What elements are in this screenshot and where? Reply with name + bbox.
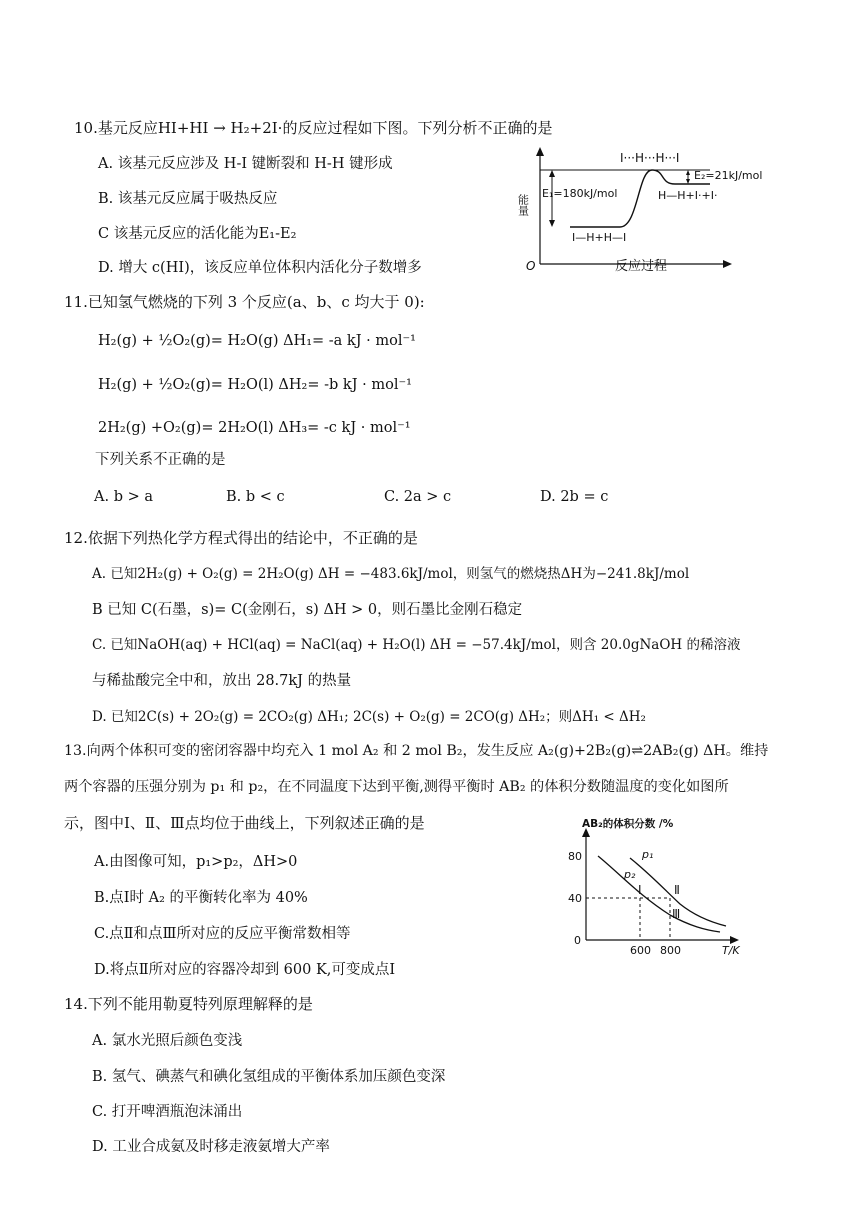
q13-equilibrium-graph: [560, 812, 750, 962]
q10-energy-diagram: [516, 142, 780, 277]
q12-stem: 12.依据下列热化学方程式得出的结论中，不正确的是: [64, 529, 418, 547]
graph-p1-label: p₁: [642, 848, 654, 861]
q13-option-d: D.将点Ⅱ所对应的容器冷却到 600 K,可变成点Ⅰ: [94, 962, 396, 978]
q14-option-d: D. 工业合成氨及时移走液氨增大产率: [92, 1139, 330, 1155]
diagram-y-label: 能量: [516, 194, 530, 216]
graph-y-80: 80: [568, 850, 582, 863]
graph-x-label: T/K: [722, 944, 740, 957]
q14-option-c: C. 打开啤酒瓶泡沫涌出: [92, 1104, 243, 1120]
q12-option-c-line1: C. 已知NaOH(aq) + HCl(aq) = NaCl(aq) + H₂O(l) ΔH = −57.4kJ/mol，则含 20.0gNaOH 的稀溶液: [92, 637, 741, 653]
q13-option-b: B.点Ⅰ时 A₂ 的平衡转化率为 40%: [94, 890, 308, 906]
q13-option-a: A.由图像可知，p₁>p₂，ΔH>0: [94, 854, 298, 870]
graph-y-40: 40: [568, 892, 582, 905]
graph-y-label: AB₂的体积分数 /%: [582, 818, 674, 830]
q12-option-c-line2: 与稀盐酸完全中和，放出 28.7kJ 的热量: [92, 673, 352, 689]
q10-stem: 10.基元反应HI+HI → H₂+2I·的反应过程如下图。下列分析不正确的是: [74, 119, 553, 137]
graph-x-800: 800: [660, 944, 681, 957]
q11-option-b: B. b < c: [226, 489, 285, 505]
q13-option-c: C.点Ⅱ和点Ⅲ所对应的反应平衡常数相等: [94, 926, 351, 942]
diagram-e1-label: E₁=180kJ/mol: [542, 187, 618, 200]
graph-x-600: 600: [630, 944, 651, 957]
diagram-e2-label: E₂=21kJ/mol: [694, 169, 763, 182]
q10-option-b: B. 该基元反应属于吸热反应: [98, 191, 278, 207]
q11-option-c: C. 2a > c: [384, 489, 452, 505]
q11-eq1: H₂(g) + ½O₂(g)= H₂O(g) ΔH₁= -a kJ · mol⁻¹: [98, 333, 416, 349]
graph-y-0: 0: [574, 934, 581, 947]
q12-option-d: D. 已知2C(s) + 2O₂(g) = 2CO₂(g) ΔH₁; 2C(s) + O₂(g) = 2CO(g) ΔH₂；则ΔH₁ < ΔH₂: [92, 709, 646, 725]
q11-option-d: D. 2b = c: [540, 489, 609, 505]
q13-stem-line3: 示，图中Ⅰ、Ⅱ、Ⅲ点均位于曲线上，下列叙述正确的是: [64, 814, 425, 832]
diagram-reactant-label: I—H+H—I: [572, 231, 627, 244]
q11-stem: 11.已知氢气燃烧的下列 3 个反应(a、b、c 均大于 0):: [64, 293, 425, 311]
q13-stem-line1: 13.向两个体积可变的密闭容器中均充入 1 mol A₂ 和 2 mol B₂，发生反应 A₂(g)+2B₂(g)⇌2AB₂(g) ΔH。维持: [64, 743, 769, 759]
q11-eq3: 2H₂(g) +O₂(g)= 2H₂O(l) ΔH₃= -c kJ · mol⁻¹: [98, 420, 411, 436]
q10-option-c: C 该基元反应的活化能为E₁-E₂: [98, 226, 297, 242]
q11-eq2: H₂(g) + ½O₂(g)= H₂O(l) ΔH₂= -b kJ · mol⁻¹: [98, 377, 412, 393]
graph-point-2: Ⅱ: [674, 883, 680, 897]
q14-option-b: B. 氢气、碘蒸气和碘化氢组成的平衡体系加压颜色变深: [92, 1069, 446, 1085]
q12-option-b: B 已知 C(石墨，s)= C(金刚石，s) ΔH > 0，则石墨比金刚石稳定: [92, 602, 523, 618]
q12-option-a: A. 已知2H₂(g) + O₂(g) = 2H₂O(g) ΔH = −483.6kJ/mol，则氢气的燃烧热ΔH为−241.8kJ/mol: [92, 566, 690, 582]
q11-option-a: A. b > a: [94, 489, 153, 505]
q14-stem: 14.下列不能用勒夏特列原理解释的是: [64, 995, 313, 1013]
q13-stem-line2: 两个容器的压强分别为 p₁ 和 p₂，在不同温度下达到平衡,测得平衡时 AB₂ 的体积分数随温度的变化如图所: [64, 779, 729, 795]
diagram-origin: O: [526, 259, 536, 273]
diagram-product-label: H—H+I·+I·: [658, 189, 718, 202]
graph-p2-label: p₂: [624, 868, 636, 881]
graph-point-3: Ⅲ: [672, 907, 681, 921]
diagram-transition-label: I···H···H···I: [620, 151, 680, 165]
q10-option-d: D. 增大 c(HI)，该反应单位体积内活化分子数增多: [98, 260, 422, 276]
q10-option-a: A. 该基元反应涉及 H-I 键断裂和 H-H 键形成: [98, 156, 393, 172]
diagram-x-label: 反应过程: [615, 259, 668, 274]
graph-point-1: Ⅰ: [638, 883, 642, 897]
q14-option-a: A. 氯水光照后颜色变浅: [92, 1033, 243, 1049]
q11-ask: 下列关系不正确的是: [95, 452, 226, 468]
